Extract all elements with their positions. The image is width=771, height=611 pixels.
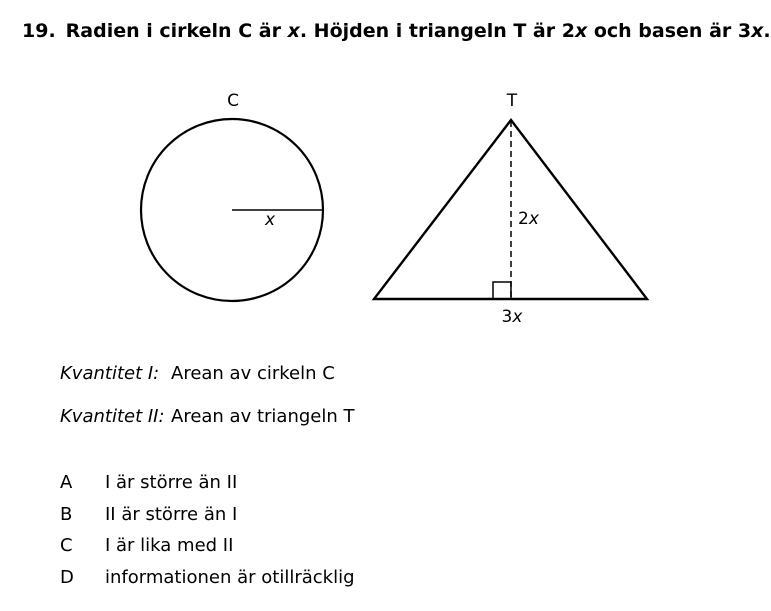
radius-label: x (264, 210, 276, 230)
option-a[interactable] (60, 472, 355, 504)
answer-options (60, 472, 355, 598)
question-variable: x (751, 20, 764, 42)
quantity-2 (60, 406, 354, 427)
question-part: och basen är 3 (587, 20, 752, 42)
height-label-variable: x (528, 209, 539, 229)
question-number: 19. (22, 20, 56, 42)
base-label-variable: x (512, 307, 523, 327)
height-label (518, 209, 540, 229)
option-text: I är större än II (105, 472, 238, 493)
question-variable: x (287, 20, 300, 42)
quantity-text: Arean av cirkeln C (171, 363, 335, 384)
option-letter: A (60, 472, 73, 493)
option-d[interactable] (60, 567, 355, 599)
right-angle-marker (493, 282, 511, 299)
circle-label: C (227, 91, 239, 111)
option-letter: C (60, 535, 73, 556)
option-text: I är lika med II (105, 535, 234, 556)
base-label-number: 3 (501, 307, 513, 327)
triangle-label: T (506, 91, 518, 111)
option-letter: D (60, 566, 74, 588)
quantity-text: Arean av triangeln T (171, 406, 355, 427)
question-variable: x (574, 20, 588, 42)
quantity-1 (60, 363, 335, 384)
question-part: . (763, 20, 771, 42)
height-label-number: 2 (518, 209, 529, 229)
question-part: . Höjden i triangeln T är 2 (299, 20, 575, 42)
quantity-label: Kvantitet II: (60, 406, 165, 427)
base-label (502, 307, 524, 327)
option-text: II är större än I (105, 503, 238, 525)
option-c[interactable] (60, 535, 355, 567)
quantity-label: Kvantitet I: (60, 363, 160, 384)
option-b[interactable] (60, 504, 355, 536)
question-part: Radien i cirkeln C är (65, 20, 288, 42)
option-text: informationen är otillräcklig (105, 566, 355, 588)
option-letter: B (60, 503, 73, 525)
